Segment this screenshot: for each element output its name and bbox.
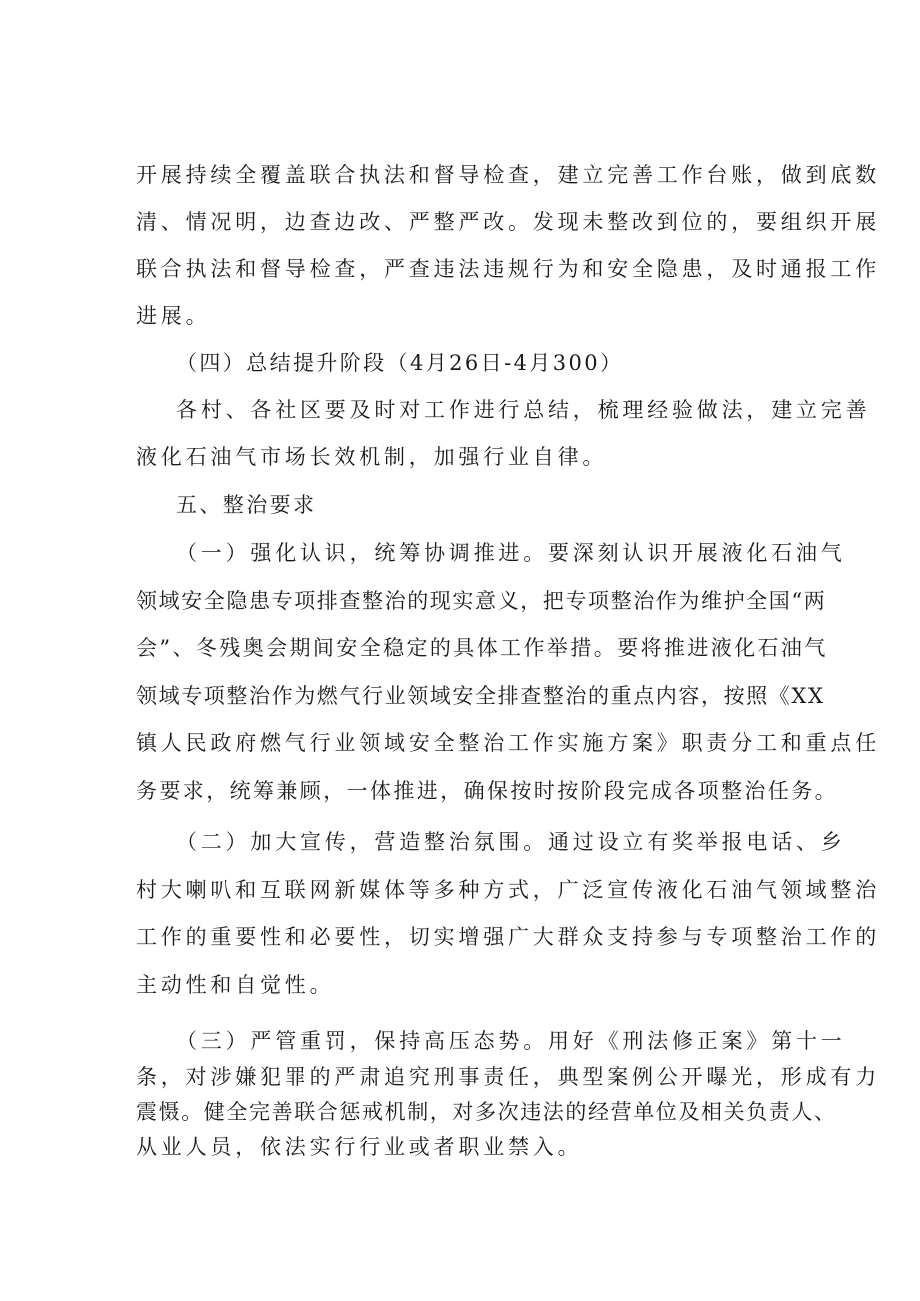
text-line: 液化石油气市场长效机制，加强行业自律。 bbox=[136, 445, 608, 469]
text-line: 各村、各社区要及时对工作进行总结，梳理经验做法，建立完善 bbox=[176, 398, 871, 422]
text-line: 条，对涉嫌犯罪的严肃追究刑事责任，典型案例公开曝光，形成有力 bbox=[136, 1065, 880, 1089]
text-line: （一）强化认识，统筹协调推进。要深刻认识开展液化石油气 bbox=[176, 541, 846, 565]
text-line: 主动性和自觉性。 bbox=[136, 973, 335, 997]
text-line: 工作的重要性和必要性，切实增强广大群众支持参与专项整治工作的 bbox=[136, 925, 880, 949]
text-line: 震慑。健全完善联合惩戒机制，对多次违法的经营单位及相关负责人、 bbox=[136, 1100, 837, 1124]
text-line: 领域专项整治作为燃气行业领域安全排查整治的重点内容，按照《XX bbox=[136, 684, 825, 708]
text-line: 联合执法和督导检查，严查违法违规行为和安全隐患，及时通报工作 bbox=[136, 257, 880, 281]
text-line: 务要求，统筹兼顾，一体推进，确保按时按阶段完成各项整治任务。 bbox=[136, 779, 838, 803]
text-line: 开展持续全覆盖联合执法和督导检查，建立完善工作台账，做到底数 bbox=[136, 163, 880, 187]
text-line: 村大喇叭和互联网新媒体等多种方式，广泛宣传液化石油气领域整治 bbox=[136, 878, 880, 902]
text-line: 领域安全隐患专项排查整治的现实意义，把专项整治作为维护全国“两 bbox=[136, 589, 827, 613]
text-line: 会”、冬残奥会期间安全稳定的具体工作举措。要将推进液化石油气 bbox=[136, 636, 828, 660]
section-heading: （四）总结提升阶段（4月26日-4月300） bbox=[176, 351, 624, 375]
text-line: （三）严管重罚，保持高压态势。用好《刑法修正案》第十一 bbox=[176, 1029, 846, 1053]
section-heading: 五、整治要求 bbox=[176, 493, 317, 517]
text-line: 进展。 bbox=[136, 304, 211, 328]
text-line: （二）加大宣传，营造整治氛围。通过设立有奖举报电话、乡 bbox=[176, 830, 846, 854]
text-line: 镇人民政府燃气行业领域安全整治工作实施方案》职责分工和重点任 bbox=[136, 731, 880, 755]
text-line: 从业人员，依法实行行业或者职业禁入。 bbox=[136, 1135, 583, 1159]
text-line: 清、情况明，边查边改、严整严改。发现未整改到位的，要组织开展 bbox=[136, 210, 880, 234]
